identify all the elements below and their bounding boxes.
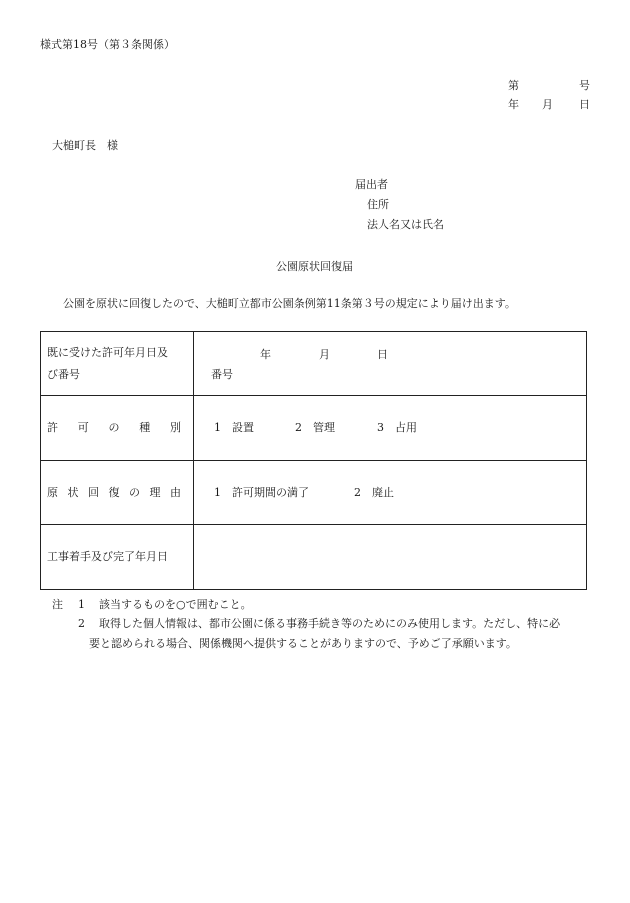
reason-label-char: 理	[149, 485, 161, 499]
permit-date-label-line2: び番号	[47, 367, 80, 381]
reason-option-expired[interactable]: 1 許可期間の満了	[214, 485, 309, 499]
permit-date-label-line1: 既に受けた許可年月日及	[47, 345, 168, 359]
applicant-address-label: 住所	[367, 198, 389, 211]
restoration-reason-label	[41, 461, 194, 525]
permit-type-field[interactable]	[194, 396, 587, 461]
reason-label-char: 状	[67, 485, 79, 499]
reason-option-abolished[interactable]: 2 廃止	[354, 485, 394, 499]
permit-year-label: 年	[260, 347, 271, 361]
reason-label-char: 原	[47, 485, 58, 499]
permit-date-field[interactable]	[194, 332, 587, 396]
notes-heading: 注	[52, 598, 63, 611]
form-table	[40, 331, 587, 590]
permit-number-label: 番号	[211, 367, 233, 381]
doc-number-prefix: 第	[508, 79, 519, 92]
applicant-name-label: 法人名又は氏名	[367, 218, 444, 231]
addressee: 大槌町長 様	[52, 139, 118, 152]
permit-type-option-occupy[interactable]: 3 占用	[377, 421, 417, 434]
construction-dates-field[interactable]	[194, 525, 587, 590]
reason-label-char: 復	[108, 485, 120, 499]
date-year-label: 年	[508, 98, 519, 111]
note-2-number: 2	[78, 617, 85, 630]
table-row-permit-date	[41, 332, 587, 396]
reason-label-char: の	[129, 485, 140, 499]
permit-type-option-install[interactable]: 1 設置	[214, 421, 254, 434]
permit-date-line	[194, 344, 586, 366]
note-1-number: 1	[78, 598, 85, 611]
permit-type-label-char: 種	[139, 421, 151, 435]
restoration-reason-field[interactable]	[194, 461, 587, 525]
permit-type-label-char: の	[108, 421, 120, 435]
date-day-label: 日	[579, 98, 590, 111]
permit-month-label: 月	[319, 347, 330, 361]
applicant-title: 届出者	[355, 178, 388, 191]
note-2-text: 取得した個人情報は、都市公園に係る事務手続き等のためにのみ使用します。ただし、特に必	[99, 617, 561, 630]
reason-label-char: 由	[170, 485, 181, 499]
permit-type-label	[41, 396, 194, 461]
document-title: 公園原状回復届	[276, 260, 353, 273]
table-row-construction-dates	[41, 525, 587, 590]
permit-type-option-manage[interactable]: 2 管理	[295, 421, 335, 434]
permit-type-label-char: 可	[77, 421, 89, 435]
note-2-text-continued: 要と認められる場合、関係機関へ提供することがありますので、予めご了承願います。	[89, 637, 517, 650]
date-month-label: 月	[542, 98, 553, 111]
permit-day-label: 日	[377, 347, 388, 361]
permit-type-label-char: 別	[170, 421, 181, 435]
reason-label-char: 回	[88, 485, 99, 499]
doc-number-suffix: 号	[579, 79, 590, 92]
table-row-permit-type	[41, 396, 587, 461]
note-1-text: 該当するものを○で囲むこと。	[99, 598, 252, 611]
form-number: 様式第18号（第３条関係）	[40, 38, 175, 51]
body-text: 公園を原状に回復したので、大槌町立都市公園条例第11条第３号の規定により届け出ます。	[63, 297, 516, 310]
permit-date-label	[41, 332, 194, 396]
construction-dates-label: 工事着手及び完了年月日	[41, 525, 194, 590]
permit-type-label-char: 許	[47, 421, 58, 435]
table-row-restoration-reason	[41, 461, 587, 525]
